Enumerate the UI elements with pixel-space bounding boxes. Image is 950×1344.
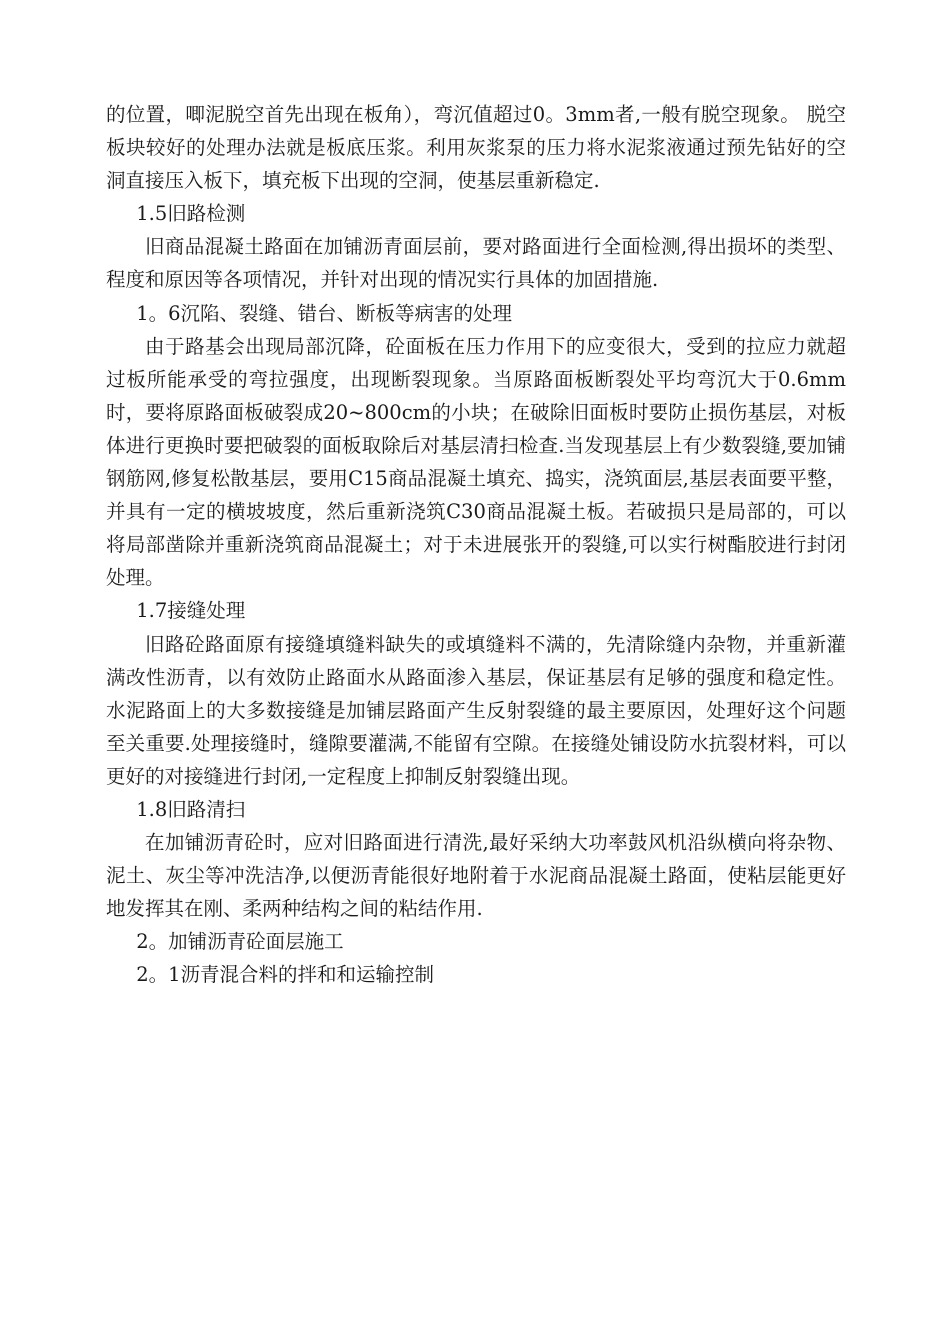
paragraph-slab-voids: 的位置，唧泥脱空首先出现在板角），弯沉值超过0。3mm者,一般有脱空现象。 脱空板块较好的处理办法就是板底压浆。利用灰浆泵的压力将水泥浆液通过预先钻好的空洞直接压入板下，填充板下出现的空洞，使基层重新稳定. bbox=[106, 103, 846, 193]
paragraph-road-inspection: 旧商品混凝土路面在加铺沥青面层前，要对路面进行全面检测,得出损坏的类型、程度和原因等各项情况，并针对出现的情况实行具体的加固措施. bbox=[106, 235, 846, 292]
heading-2-1: 2。1沥青混合料的拌和和运输控制 bbox=[136, 963, 435, 987]
heading-1-8: 1.8旧路清扫 bbox=[136, 797, 246, 821]
paragraph-road-cleaning: 在加铺沥青砼时，应对旧路面进行清洗,最好采纳大功率鼓风机沿纵横向将杂物、泥土、灰尘等冲洗洁净,以便沥青能很好地附着于水泥商品混凝土路面，使粘层能更好地发挥其在刚、柔两种结构之间的粘结作用. bbox=[106, 831, 846, 921]
paragraph-joint-treatment: 旧路砼路面原有接缝填缝料缺失的或填缝料不满的，先清除缝内杂物，并重新灌满改性沥青，以有效防止路面水从路面渗入基层，保证基层有足够的强度和稳定性。水泥路面上的大多数接缝是加铺层路面产生反射裂缝的最主要原因，处理好这个问题至关重要.处理接缝时，缝隙要灌满,不能留有空隙。在接缝处铺设防水抗裂材料，可以更好的对接缝进行封闭,一定程度上抑制反射裂缝出现。 bbox=[106, 632, 846, 788]
paragraph-defect-treatment: 由于路基会出现局部沉降，砼面板在压力作用下的应变很大，受到的拉应力就超过板所能承受的弯拉强度，出现断裂现象。当原路面板断裂处平均弯沉大于0.6mm时，要将原路面板破裂成20~800cm的小块；在破除旧面板时要防止损伤基层，对板体进行更换时要把破裂的面板取除后对基层清扫检查.当发现基层上有少数裂缝,要加铺钢筋网,修复松散基层，要用C15商品混凝土填充、捣实，浇筑面层,基层表面要平整，并具有一定的横坡坡度，然后重新浇筑C30商品混凝土板。若破损只是局部的，可以将局部凿除并重新浇筑商品混凝土；对于未进展张开的裂缝,可以实行树酯胶进行封闭处理。 bbox=[106, 334, 846, 590]
document-page bbox=[106, 98, 846, 992]
heading-1-6: 1。6沉陷、裂缝、错台、断板等病害的处理 bbox=[136, 301, 513, 325]
heading-1-7: 1.7接缝处理 bbox=[136, 599, 246, 623]
heading-2: 2。加铺沥青砼面层施工 bbox=[136, 930, 344, 954]
heading-1-5: 1.5旧路检测 bbox=[136, 202, 246, 226]
